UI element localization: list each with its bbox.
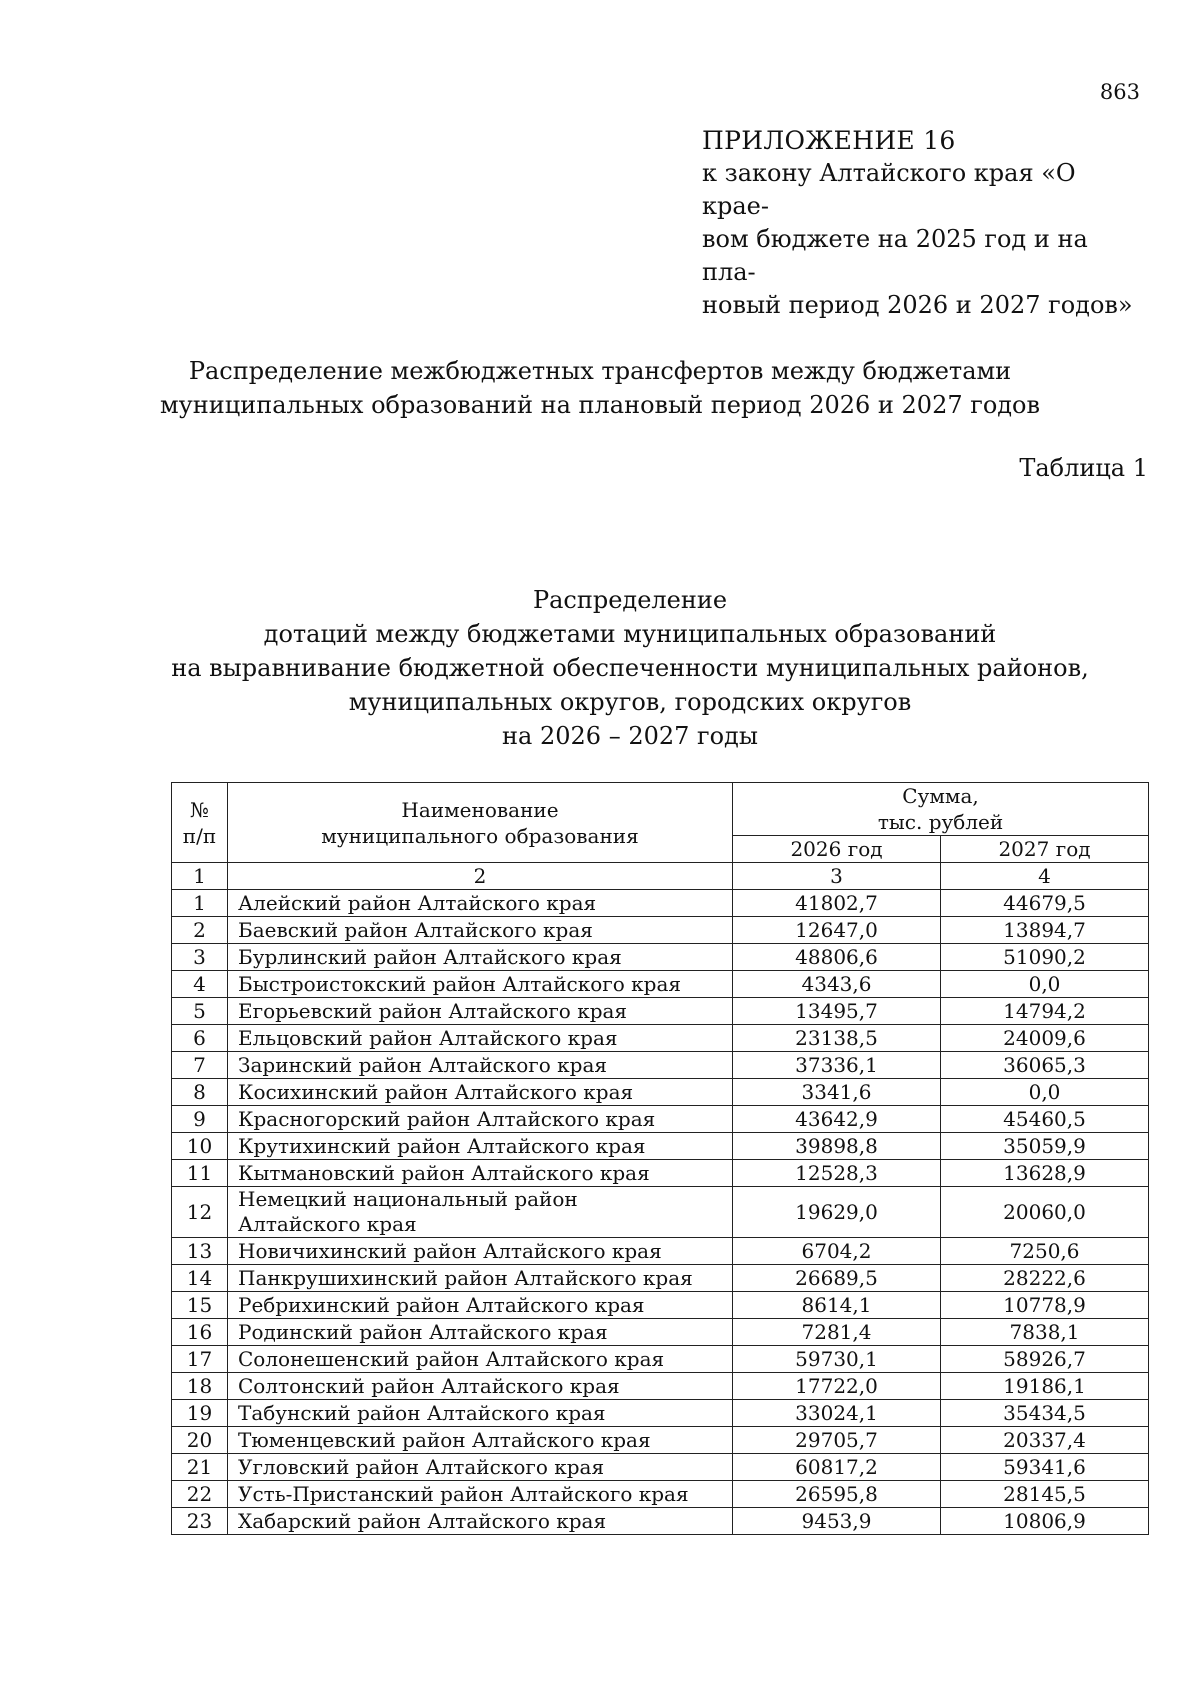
row-value-2027: 58926,7: [941, 1346, 1149, 1373]
appendix-line: вом бюджете на 2025 год и на пла-: [702, 225, 1088, 286]
row-number: 16: [172, 1319, 228, 1346]
appendix-line: новый период 2026 и 2027 годов»: [702, 291, 1133, 319]
row-value-2027: 7250,6: [941, 1238, 1149, 1265]
row-value-2026: 41802,7: [733, 890, 941, 917]
row-number: 20: [172, 1427, 228, 1454]
header-num: [172, 783, 228, 863]
row-value-2026: 9453,9: [733, 1508, 941, 1535]
table-label: Таблица 1: [1019, 454, 1148, 482]
header-name-line: Наименование: [401, 797, 559, 822]
row-value-2027: 10778,9: [941, 1292, 1149, 1319]
row-municipality-name: Усть-Пристанский район Алтайского края: [228, 1481, 733, 1508]
row-municipality-name: Табунский район Алтайского края: [228, 1400, 733, 1427]
row-municipality-name: Панкрушихинский район Алтайского края: [228, 1265, 733, 1292]
row-value-2027: 59341,6: [941, 1454, 1149, 1481]
row-municipality-name: Баевский район Алтайского края: [228, 917, 733, 944]
row-municipality-name: Крутихинский район Алтайского края: [228, 1133, 733, 1160]
row-value-2026: 60817,2: [733, 1454, 941, 1481]
table-row: [172, 1133, 1149, 1160]
row-value-2026: 4343,6: [733, 971, 941, 998]
table-row: [172, 1346, 1149, 1373]
table-row: [172, 1454, 1149, 1481]
row-number: 7: [172, 1052, 228, 1079]
table-row: [172, 1238, 1149, 1265]
row-value-2026: 23138,5: [733, 1025, 941, 1052]
table-row: [172, 1373, 1149, 1400]
table-row: [172, 1427, 1149, 1454]
row-number: 9: [172, 1106, 228, 1133]
row-municipality-name: Угловский район Алтайского края: [228, 1454, 733, 1481]
header-num-line: п/п: [182, 823, 217, 848]
distribution-title: [30, 583, 1200, 753]
row-municipality-name: Заринский район Алтайского края: [228, 1052, 733, 1079]
row-number: 17: [172, 1346, 228, 1373]
row-value-2027: 0,0: [941, 1079, 1149, 1106]
row-value-2027: 13894,7: [941, 917, 1149, 944]
row-number: 10: [172, 1133, 228, 1160]
table-row: [172, 1052, 1149, 1079]
table-row: [172, 1319, 1149, 1346]
row-value-2026: 19629,0: [733, 1187, 941, 1238]
table-row: [172, 917, 1149, 944]
row-municipality-name-line: Немецкий национальный район: [238, 1187, 578, 1211]
distribution-title-line: на 2026 – 2027 годы: [502, 722, 758, 750]
row-value-2026: 12528,3: [733, 1160, 941, 1187]
row-value-2027: 45460,5: [941, 1106, 1149, 1133]
row-value-2027: 13628,9: [941, 1160, 1149, 1187]
row-value-2026: 3341,6: [733, 1079, 941, 1106]
row-municipality-name: Новичихинский район Алтайского края: [228, 1238, 733, 1265]
row-value-2027: 24009,6: [941, 1025, 1149, 1052]
table-row: [172, 1265, 1149, 1292]
row-value-2026: 13495,7: [733, 998, 941, 1025]
table-row: [172, 944, 1149, 971]
table-row: [172, 1079, 1149, 1106]
row-municipality-name: Быстроистокский район Алтайского края: [228, 971, 733, 998]
header-year-2026: 2026 год: [733, 836, 941, 863]
row-value-2027: 20337,4: [941, 1427, 1149, 1454]
appendix-title: ПРИЛОЖЕНИЕ 16: [702, 126, 956, 155]
row-value-2027: 28222,6: [941, 1265, 1149, 1292]
row-municipality-name: Тюменцевский район Алтайского края: [228, 1427, 733, 1454]
row-number: 13: [172, 1238, 228, 1265]
row-value-2027: 14794,2: [941, 998, 1149, 1025]
row-municipality-name: Косихинский район Алтайского края: [228, 1079, 733, 1106]
row-value-2026: 37336,1: [733, 1052, 941, 1079]
row-value-2026: 39898,8: [733, 1133, 941, 1160]
row-municipality-name: Егорьевский район Алтайского края: [228, 998, 733, 1025]
row-value-2026: 26689,5: [733, 1265, 941, 1292]
table-row: [172, 1025, 1149, 1052]
row-value-2027: 19186,1: [941, 1373, 1149, 1400]
row-value-2026: 59730,1: [733, 1346, 941, 1373]
appendix-block: [702, 124, 1142, 322]
row-municipality-name: [228, 1187, 733, 1238]
row-number: 21: [172, 1454, 228, 1481]
row-municipality-name: Солонешенский район Алтайского края: [228, 1346, 733, 1373]
row-number: 12: [172, 1187, 228, 1238]
section-title-line: муниципальных образований на плановый период 2026 и 2027 годов: [159, 391, 1041, 419]
header-sum: [733, 783, 1149, 836]
table-row: [172, 971, 1149, 998]
row-value-2026: 29705,7: [733, 1427, 941, 1454]
header-year-2027: 2027 год: [941, 836, 1149, 863]
section-title-line: Распределение межбюджетных трансфертов между бюджетами: [188, 357, 1012, 385]
table-row: [172, 1187, 1149, 1238]
header-sum-line: Сумма,: [902, 784, 979, 808]
subsidy-table: [171, 782, 1149, 1535]
row-value-2027: 10806,9: [941, 1508, 1149, 1535]
row-municipality-name: Солтонский район Алтайского края: [228, 1373, 733, 1400]
table-row: [172, 1106, 1149, 1133]
row-number: 18: [172, 1373, 228, 1400]
table-row: [172, 1160, 1149, 1187]
row-municipality-name: Ельцовский район Алтайского края: [228, 1025, 733, 1052]
row-number: 8: [172, 1079, 228, 1106]
column-index-row: [172, 863, 1149, 890]
row-number: 4: [172, 971, 228, 998]
row-value-2026: 17722,0: [733, 1373, 941, 1400]
row-number: 2: [172, 917, 228, 944]
row-number: 3: [172, 944, 228, 971]
distribution-title-line: муниципальных округов, городских округов: [348, 688, 912, 716]
row-municipality-name: Ребрихинский район Алтайского края: [228, 1292, 733, 1319]
row-value-2027: 20060,0: [941, 1187, 1149, 1238]
row-number: 6: [172, 1025, 228, 1052]
row-value-2026: 43642,9: [733, 1106, 941, 1133]
header-sum-line: тыс. рублей: [877, 810, 1004, 834]
row-value-2026: 7281,4: [733, 1319, 941, 1346]
header-name: [228, 783, 733, 863]
row-value-2026: 33024,1: [733, 1400, 941, 1427]
table-row: [172, 890, 1149, 917]
row-municipality-name: Красногорский район Алтайского края: [228, 1106, 733, 1133]
row-value-2027: 35434,5: [941, 1400, 1149, 1427]
row-value-2026: 48806,6: [733, 944, 941, 971]
section-title: [0, 354, 1200, 422]
row-value-2027: 28145,5: [941, 1481, 1149, 1508]
row-value-2027: 0,0: [941, 971, 1149, 998]
table-row: [172, 1508, 1149, 1535]
row-number: 19: [172, 1400, 228, 1427]
row-municipality-name: Алейский район Алтайского края: [228, 890, 733, 917]
row-value-2026: 6704,2: [733, 1238, 941, 1265]
row-municipality-name-line: Алтайского края: [238, 1212, 417, 1236]
table-header-row: [172, 783, 1149, 836]
row-municipality-name: Кытмановский район Алтайского края: [228, 1160, 733, 1187]
row-value-2027: 35059,9: [941, 1133, 1149, 1160]
distribution-title-line: дотаций между бюджетами муниципальных образований: [263, 620, 997, 648]
table-row: [172, 998, 1149, 1025]
row-number: 11: [172, 1160, 228, 1187]
row-number: 1: [172, 890, 228, 917]
row-number: 15: [172, 1292, 228, 1319]
row-value-2026: 8614,1: [733, 1292, 941, 1319]
appendix-line: к закону Алтайского края «О крае-: [702, 159, 1076, 220]
distribution-title-line: на выравнивание бюджетной обеспеченности муниципальных районов,: [171, 654, 1089, 682]
table-row: [172, 1292, 1149, 1319]
row-number: 14: [172, 1265, 228, 1292]
row-value-2026: 26595,8: [733, 1481, 941, 1508]
row-number: 22: [172, 1481, 228, 1508]
row-value-2027: 7838,1: [941, 1319, 1149, 1346]
row-municipality-name: Бурлинский район Алтайского края: [228, 944, 733, 971]
row-value-2026: 12647,0: [733, 917, 941, 944]
header-num-line: №: [190, 797, 209, 822]
row-municipality-name: Хабарский район Алтайского края: [228, 1508, 733, 1535]
column-index: 3: [733, 863, 941, 890]
header-name-line: муниципального образования: [321, 823, 639, 848]
table-row: [172, 1481, 1149, 1508]
row-value-2027: 36065,3: [941, 1052, 1149, 1079]
table-row: [172, 1400, 1149, 1427]
row-value-2027: 51090,2: [941, 944, 1149, 971]
column-index: 2: [228, 863, 733, 890]
column-index: 1: [172, 863, 228, 890]
row-municipality-name: Родинский район Алтайского края: [228, 1319, 733, 1346]
distribution-title-line: Распределение: [532, 586, 728, 614]
row-number: 5: [172, 998, 228, 1025]
row-value-2027: 44679,5: [941, 890, 1149, 917]
column-index: 4: [941, 863, 1149, 890]
row-number: 23: [172, 1508, 228, 1535]
page-number: 863: [1099, 80, 1140, 104]
